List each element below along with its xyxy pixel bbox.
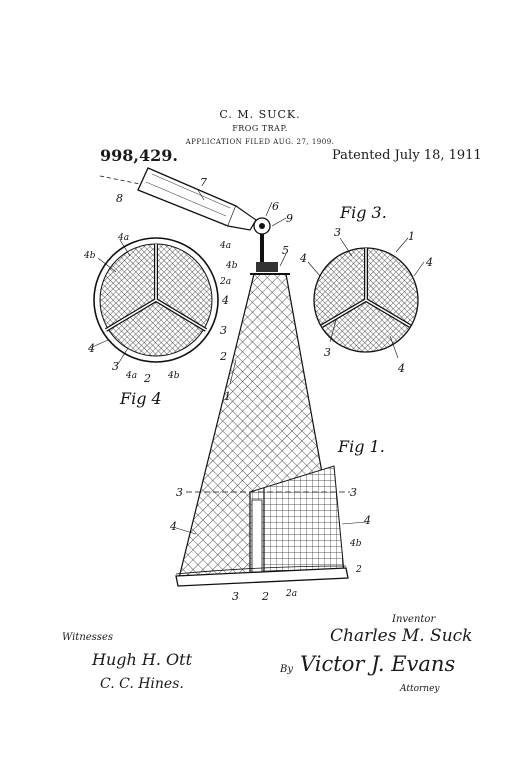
witnesses-label: Witnesses — [62, 632, 113, 643]
by-label: By — [280, 664, 293, 675]
ref-4a-fig4-right: 4a — [220, 241, 232, 251]
patent-number: 998,429. — [100, 146, 178, 165]
ref-3-fig4-bottom: 3 — [112, 360, 119, 373]
ref-2a-fig1: 2a — [286, 589, 298, 599]
inventor-header: C. M. SUCK. — [219, 108, 301, 121]
inventor-label: Inventor — [392, 614, 436, 625]
ref-3-left: 3 — [176, 486, 183, 499]
ref-5: 5 — [282, 244, 289, 257]
ref-4b-fig4: 4b — [84, 251, 96, 261]
patent-title: FROG TRAP. — [232, 124, 288, 133]
ref-9: 9 — [286, 212, 293, 225]
ref-2-fig4-bottom: 2 — [144, 372, 151, 385]
ref-3-fig3-top: 3 — [334, 226, 341, 239]
ref-4-fig1-left: 4 — [170, 520, 177, 533]
ref-4-fig3-right: 4 — [426, 256, 433, 269]
ref-3-fig4-right: 3 — [220, 324, 227, 337]
ref-4-fig4-right: 4 — [222, 294, 229, 307]
ref-4b-fig4-bottom: 4b — [168, 371, 180, 381]
application-filed: APPLICATION FILED AUG. 27, 1909. — [185, 138, 335, 146]
fig4-circle — [94, 238, 218, 362]
fig1-label: Fig 1. — [338, 437, 385, 456]
ref-1-fig1: 1 — [224, 390, 231, 403]
ref-8: 8 — [116, 192, 123, 205]
ref-4-fig4-left: 4 — [88, 342, 95, 355]
ref-2-fig4-right: 2 — [220, 350, 227, 363]
ref-2-fig1: 2 — [356, 565, 362, 575]
attorney-signature: Victor J. Evans — [300, 652, 456, 676]
ref-3-fig1-bottom: 3 — [232, 590, 239, 603]
ref-4-fig3-left: 4 — [300, 252, 307, 265]
fig3-label: Fig 3. — [340, 203, 387, 222]
fig3-circle — [314, 248, 418, 352]
ref-4b-fig1: 4b — [350, 539, 362, 549]
ref-7: 7 — [200, 176, 207, 189]
attorney-label: Attorney — [400, 684, 440, 694]
ref-3-right: 3 — [350, 486, 357, 499]
ref-3-fig3-bottom: 3 — [324, 346, 331, 359]
witness-1-signature: Hugh H. Ott — [92, 650, 192, 669]
ref-4-fig1-right: 4 — [364, 514, 371, 527]
fig4-label: Fig 4 — [120, 389, 162, 408]
ref-4a-fig4-bottom: 4a — [126, 371, 138, 381]
ref-2a-fig4: 2a — [220, 277, 232, 287]
witness-2-signature: C. C. Hines. — [100, 676, 184, 692]
ref-4-fig3-bottom: 4 — [398, 362, 405, 375]
ref-6: 6 — [272, 200, 279, 213]
ref-4a-fig4-top: 4a — [118, 233, 130, 243]
ref-1-fig3: 1 — [408, 230, 415, 243]
ref-4b-fig4-right: 4b — [226, 261, 238, 271]
ref-2-fig1-bottom: 2 — [262, 590, 269, 603]
patented-date: Patented July 18, 1911 — [332, 148, 482, 163]
inventor-signature: Charles M. Suck — [330, 626, 473, 646]
